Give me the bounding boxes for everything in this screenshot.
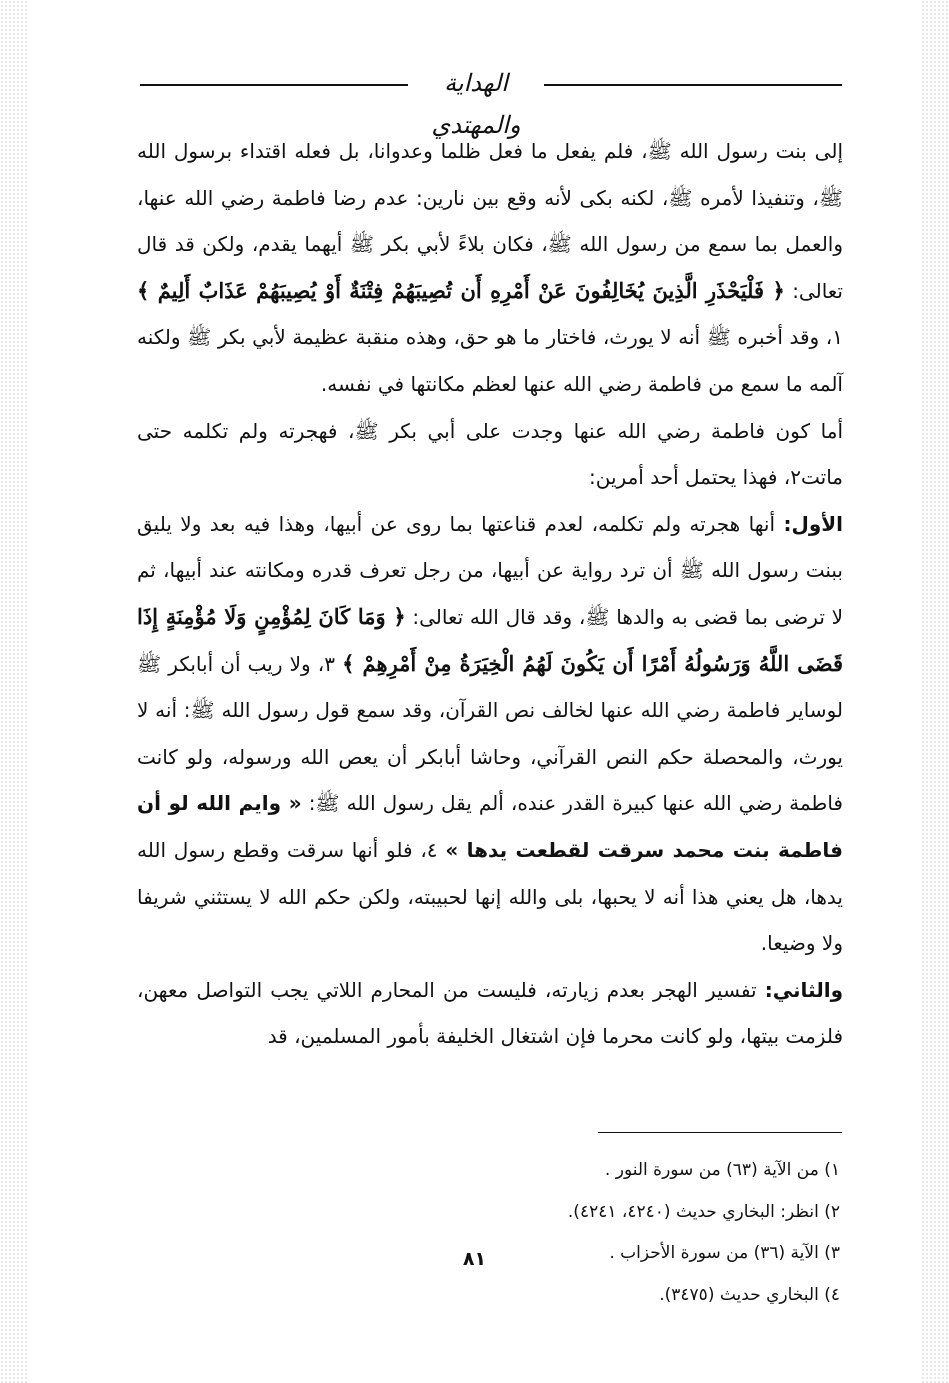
header-rule-left: [140, 84, 408, 86]
page-number: ٨١: [462, 1248, 487, 1270]
header-rule-right: [544, 84, 842, 86]
paragraph-4: [137, 967, 843, 1060]
paragraph-3-text-b: ٣، ولا ريب أن أبابكر ﷺ لوساير فاطمة رضي الله عنها لخالف نص القرآن، وقد سمع قول رسول الله ﷺ: أنه لا يورث، والمحصلة حكم النص القرآني، وحاشا أبابكر أن يعص الله ورسوله، ولو كانت فاطمة رضي الله عنها كبيرة القدر عنده، ألم يقل رسول الله ﷺ:: [137, 651, 843, 816]
paragraph-1-text-a: إلى بنت رسول الله ﷺ، فلم يفعل ما فعل ظلما وعدوانا، بل فعله اقتداء برسول الله ﷺ، وتنفيذا لأمره ﷺ، لكنه بكى لأنه وقع بين نارين: عدم رضا فاطمة رضي الله عنها، والعمل بما سمع من رسول الله ﷺ، فكان بلاءً لأبي بكر ﷺ أيهما يقدم، ولكن قد قال تعالى:: [137, 139, 843, 303]
footnote-divider: [598, 1132, 842, 1133]
paragraph-3-text-c: ٤، فلو أنها سرقت وقطع رسول الله يدها، هل يعني هذا أنه لا يحبها، بلى والله إنها لحبيبته، ولكن حكم الله لا يستثني شريفا ولا وضيعا.: [137, 837, 843, 956]
paragraph-4-text: تفسير الهجر بعدم زيارته، فليست من المحارم اللاتي يجب التواصل معهن، فلزمت بيتها، ولو كانت محرما فإن اشتغال الخليفة بأمور المسلمين، قد: [137, 977, 843, 1049]
footnote-4: ٤) البخاري حديث (٣٤٧٥).: [659, 1284, 840, 1305]
paragraph-2: أما كون فاطمة رضي الله عنها وجدت على أبي بكر ﷺ، فهجرته ولم تكلمه حتى ماتت٢، فهذا يحتمل أحد أمرين:: [137, 418, 843, 490]
body-text: [137, 128, 843, 1060]
paragraph-1: [137, 128, 843, 408]
paragraph-3: [137, 501, 843, 967]
footnotes: [137, 1150, 840, 1316]
hadith-quote: « وايم الله لو أن فاطمة بنت محمد سرقت لقطعت يدها »: [137, 791, 843, 862]
quran-verse-2: ﴿ وَمَا كَانَ لِمُؤْمِنٍ وَلَا مُؤْمِنَةٍ إِذَا قَضَى اللَّهُ وَرَسُولُهُ أَمْرًا أَن يَكُونَ لَهُمُ الْخِيَرَةُ مِنْ أَمْرِهِمْ ﴾: [137, 603, 843, 676]
quran-verse-1: ﴿ فَلْيَحْذَرِ الَّذِينَ يُخَالِفُونَ عَنْ أَمْرِهِ أَن تُصِيبَهُمْ فِتْنَةٌ أَوْ يُصِيبَهُمْ عَذَابٌ أَلِيمٌ ﴾: [137, 277, 785, 303]
paragraph-3-label: الأول:: [783, 511, 843, 536]
paragraph-1-text-b: ١، وقد أخبره ﷺ أنه لا يورث، فاختار ما هو حق، وهذه منقبة عظيمة لأبي بكر ﷺ ولكنه آلمه ما سمع من فاطمة رضي الله عنها لعظم مكانتها في نفسه.: [137, 325, 843, 396]
scan-texture-right: [921, 0, 949, 1383]
footnote-2: ٢) انظر: البخاري حديث (٤٢٤٠، ٤٢٤١).: [567, 1201, 840, 1222]
paragraph-4-label: والثاني:: [764, 977, 844, 1002]
footnote-3: ٣) الآية (٣٦) من سورة الأحزاب .: [609, 1243, 840, 1264]
footnote-1: ١) من الآية (٦٣) من سورة النور .: [604, 1160, 840, 1180]
page-header: [140, 58, 842, 139]
scan-texture-left: [0, 0, 28, 1383]
paragraph-3-text-a: أنها هجرته ولم تكلمه، لعدم قناعتها بما روى عن أبيها، وهذا فيه بعد ولا يليق ببنت رسول الله ﷺ أن ترد رواية عن أبيها، من رجل تعرف قدره ومكانته عند أبيها، ثم لا ترضى بما قضى به والدها ﷺ، وقد قال الله تعالى:: [137, 511, 843, 629]
header-logo: الهداية والمهتدي: [431, 69, 521, 139]
